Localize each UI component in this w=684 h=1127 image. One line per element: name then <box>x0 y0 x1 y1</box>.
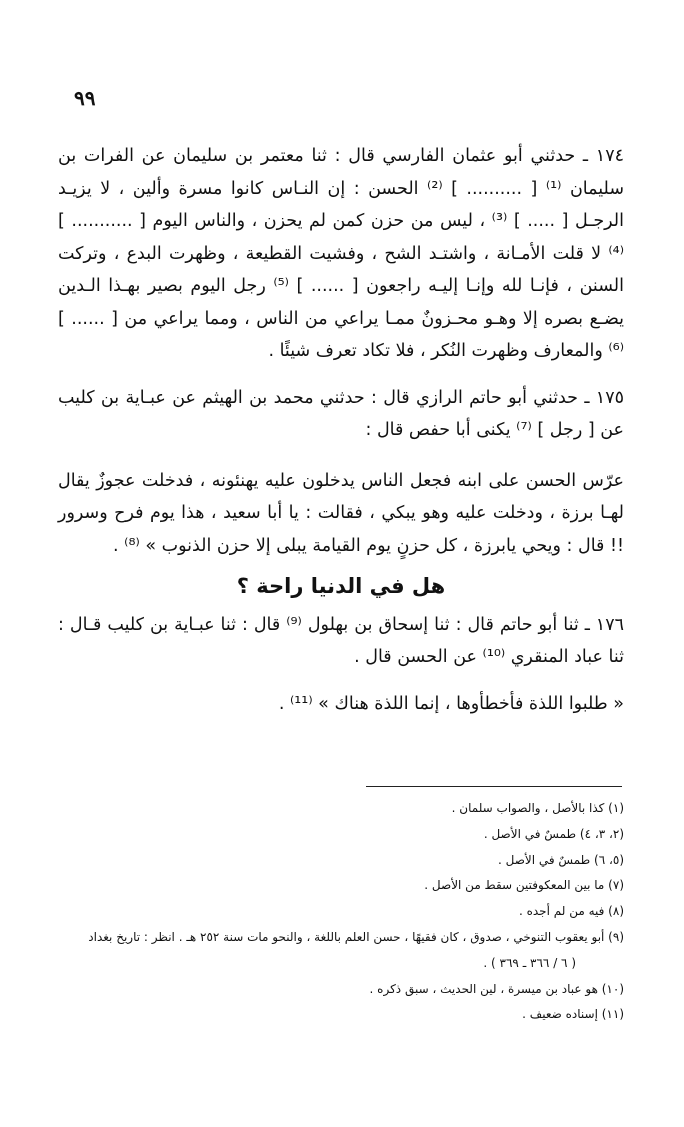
footnote-2-4: (٢، ٣، ٤) طمسٌ في الأصل . <box>483 826 624 841</box>
footnote-8: (٨) فيه من لم أجده . <box>518 904 624 919</box>
footnotes <box>58 796 624 1028</box>
footnote-7: (٧) ما بين المعكوفتين سقط من الأصل . <box>424 878 624 893</box>
footnote-9: (٩) أبو يعقوب التنوخي ، صدوق ، كان فقيهًا ، حسن العلم باللغة ، والنحو مات سنة ٢٥٢ هـ . انظر : تاريخ بغداد <box>88 929 624 944</box>
paragraph-175: ١٧٥ ـ حدثني أبو حاتم الرازي قال : حدثني محمد بن الهيثم عن عبـاية بن كليب عن [ رجل ] ⁽⁷⁾ يكنى أبا حفص قال : <box>58 387 624 440</box>
page-number: ٩٩ <box>74 86 96 110</box>
section-heading: هل في الدنيا راحة ؟ <box>236 574 446 598</box>
paragraph-174: ١٧٤ ـ حدثني أبو عثمان الفارسي قال : ثنا معتمر بن سليمان عن الفرات بن سليمان ⁽¹⁾ [ .......... ] ⁽²⁾ الحسن : إن النـاس كانوا مسرة وألين ، لا يزيـد الرجـل [ ..... ] ⁽³⁾ ، ليس من حزن كمن لم يحزن ، والناس اليوم [ ........... ] ⁽⁴⁾ لا قلت الأمـانة ، واشتـد الشح ، وفشيت القطيعة ، وظهرت البدع ، وتركت السنن ، فإنـا لله وإنـا إليـه راجعون [ ...... ] ⁽⁵⁾ رجل اليوم بصير بهـذا الـدين يضـع بصره إلا وهـو محـزونٌ ممـا يراعي من الناس ، ومما يراعي من [ ...... ] ⁽⁶⁾ والمعارف وظهرت النُكر ، فلا تكاد تعرف شيئًا . <box>58 146 625 361</box>
footnote-divider <box>366 786 622 787</box>
footnote-9-continued: ( ٦ / ٣٦٦ ـ ٣٦٩ ) . <box>483 955 576 970</box>
paragraph-quote-hasan: عرّس الحسن على ابنه فجعل الناس يدخلون عليه يهنئونه ، فدخلت عجوزٌ يقال لهـا برزة ، ودخلت عليه وهو يبكي ، فقالت : يا أبا سعيد ، هذا يوم فرح وسرور !! قال : ويحي يابرزة ، كل حزنٍ يوم القيامة يبلى إلا حزن الذنوب » ⁽⁸⁾ . <box>58 470 624 556</box>
main-text <box>58 140 624 720</box>
footnote-5-6: (٥، ٦) طمسٌ في الأصل . <box>497 852 624 867</box>
paragraph-176: ١٧٦ ـ ثنا أبو حاتم قال : ثنا إسحاق بن بهلول ⁽⁹⁾ قال : ثنا عبـاية بن كليب قـال : ثنا عباد المنقري ⁽¹⁰⁾ عن الحسن قال . <box>58 614 624 667</box>
footnote-1: (١) كذا بالأصل ، والصواب سلمان . <box>451 801 624 815</box>
footnote-10: (١٠) هو عباد بن ميسرة ، لين الحديث ، سبق ذكره . <box>369 981 624 996</box>
footnote-11: (١١) إسناده ضعيف . <box>522 1007 624 1022</box>
paragraph-quote-pleasure: « طلبوا اللذة فأخطأوها ، إنما اللذة هناك » ⁽¹¹⁾ . <box>278 693 624 714</box>
